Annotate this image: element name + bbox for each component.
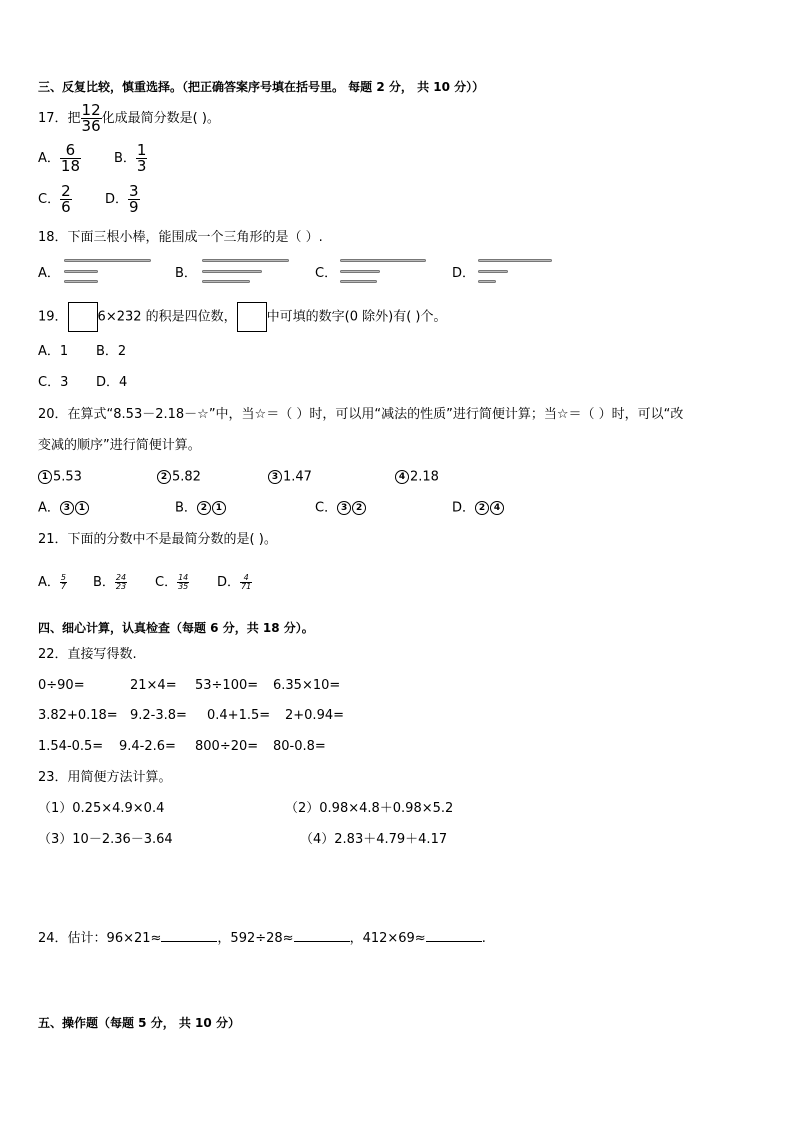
q17-option-d[interactable]: D． $\frac{3}{9}$ xyxy=(105,182,139,216)
q22-item: 9.4-2.6= xyxy=(119,739,176,754)
q18-d-stick-3 xyxy=(478,280,496,283)
q22-item: 800÷20= xyxy=(195,739,259,754)
q23-part-4: （4）2.83＋4.79＋4.17 xyxy=(300,832,448,847)
section-5-title: 五、操作题（每题 5 分， 共 10 分） xyxy=(38,1016,240,1030)
q17-option-c[interactable]: C． $\frac{2}{6}$ xyxy=(38,182,71,216)
q22-item: 0.4+1.5= xyxy=(207,708,271,723)
q19-answer-box-1[interactable] xyxy=(68,302,98,332)
question-20-line-2: 变减的顺序”进行简便计算。 xyxy=(38,438,201,453)
q20-value-1: 1 5.53 xyxy=(38,470,82,484)
q23-part-2: （2）0.98×4.8＋0.98×5.2 xyxy=(285,801,454,816)
q20-value-4: 4 2.18 xyxy=(395,470,439,484)
question-22: 22．直接写得数. xyxy=(38,647,137,662)
q22-item: 6.35×10= xyxy=(273,678,341,693)
q23-part-1: （1）0.25×4.9×0.4 xyxy=(38,801,165,816)
question-19: 19． 6×232 的积是四位数， 中可填的数字(0 除外)有( )个。 xyxy=(38,302,446,332)
q18-option-c[interactable]: C． xyxy=(315,266,338,281)
q20-option-a[interactable]: A． 3 1 xyxy=(38,501,90,515)
q19-option-a[interactable]: A．1 xyxy=(38,344,69,359)
question-17 xyxy=(38,103,220,134)
q17-suffix: 化成最简分数是( )。 xyxy=(101,111,220,126)
q22-item: 2+0.94= xyxy=(285,708,345,723)
q18-a-stick-2 xyxy=(64,270,98,273)
q22-item: 3.82+0.18= xyxy=(38,708,118,723)
q21-option-d[interactable]: D． $\frac{4}{71}$ xyxy=(217,573,252,591)
q20-option-b[interactable]: B． 2 1 xyxy=(175,501,227,515)
q21-option-b[interactable]: B． $\frac{24}{23}$ xyxy=(93,573,127,591)
q18-d-stick-2 xyxy=(478,270,508,273)
q20-option-c[interactable]: C． 3 2 xyxy=(315,501,367,515)
section-3-title: 三、反复比较，慎重选择。（把正确答案序号填在括号里。 每题 2 分， 共 10 分）） xyxy=(38,80,485,94)
q17-prefix: 17．把 xyxy=(38,111,81,126)
question-23: 23．用简便方法计算。 xyxy=(38,770,172,785)
q21-option-a[interactable]: A． $\frac{5}{7}$ xyxy=(38,573,66,591)
q18-b-stick-3 xyxy=(202,280,250,283)
question-18: 18．下面三根小棒，能围成一个三角形的是（ ）. xyxy=(38,230,323,245)
q18-b-stick-2 xyxy=(202,270,262,273)
q22-item: 0÷90= xyxy=(38,678,85,693)
q22-item: 53÷100= xyxy=(195,678,259,693)
q22-item: 21×4= xyxy=(130,678,177,693)
q20-value-3: 3 1.47 xyxy=(268,470,312,484)
q18-option-b[interactable]: B． xyxy=(175,266,197,281)
q17-fraction: $\frac{12}{36}$ xyxy=(81,101,101,135)
q22-item: 80-0.8= xyxy=(273,739,326,754)
q18-c-stick-3 xyxy=(340,280,377,283)
q18-c-stick-2 xyxy=(340,270,380,273)
q24-blank-3[interactable] xyxy=(426,929,482,942)
q24-blank-1[interactable] xyxy=(161,929,217,942)
q18-option-a[interactable]: A． xyxy=(38,266,60,281)
q18-a-stick-1 xyxy=(64,259,151,262)
question-20-line-1: 20．在算式“8.53－2.18－☆”中，当☆＝（ ）时，可以用“减法的性质”进行简便计算；当☆＝（ ）时，可以“改 xyxy=(38,407,684,422)
q20-value-2: 2 5.82 xyxy=(157,470,201,484)
q18-c-stick-1 xyxy=(340,259,426,262)
q19-option-d[interactable]: D．4 xyxy=(96,375,128,390)
question-24: 24．估计：96×21≈ ，592÷28≈ ，412×69≈ . xyxy=(38,931,486,946)
q17-option-a[interactable]: A． $\frac{6}{18}$ xyxy=(38,141,80,175)
q19-option-b[interactable]: B．2 xyxy=(96,344,127,359)
section-4-title: 四、细心计算，认真检查（每题 6 分，共 18 分）。 xyxy=(38,621,314,635)
q18-option-d[interactable]: D． xyxy=(452,266,476,281)
q19-answer-box-2[interactable] xyxy=(237,302,267,332)
q22-item: 9.2-3.8= xyxy=(130,708,187,723)
q17-option-b[interactable]: B． $\frac{1}{3}$ xyxy=(114,141,147,175)
q18-d-stick-1 xyxy=(478,259,552,262)
q20-option-d[interactable]: D． 2 4 xyxy=(452,501,505,515)
q22-item: 1.54-0.5= xyxy=(38,739,104,754)
question-21: 21．下面的分数中不是最简分数的是( )。 xyxy=(38,532,277,547)
q18-b-stick-1 xyxy=(202,259,289,262)
q24-blank-2[interactable] xyxy=(294,929,350,942)
q18-a-stick-3 xyxy=(64,280,98,283)
q23-part-3: （3）10－2.36－3.64 xyxy=(38,832,173,847)
q19-option-c[interactable]: C．3 xyxy=(38,375,69,390)
q21-option-c[interactable]: C． $\frac{14}{35}$ xyxy=(155,573,189,591)
